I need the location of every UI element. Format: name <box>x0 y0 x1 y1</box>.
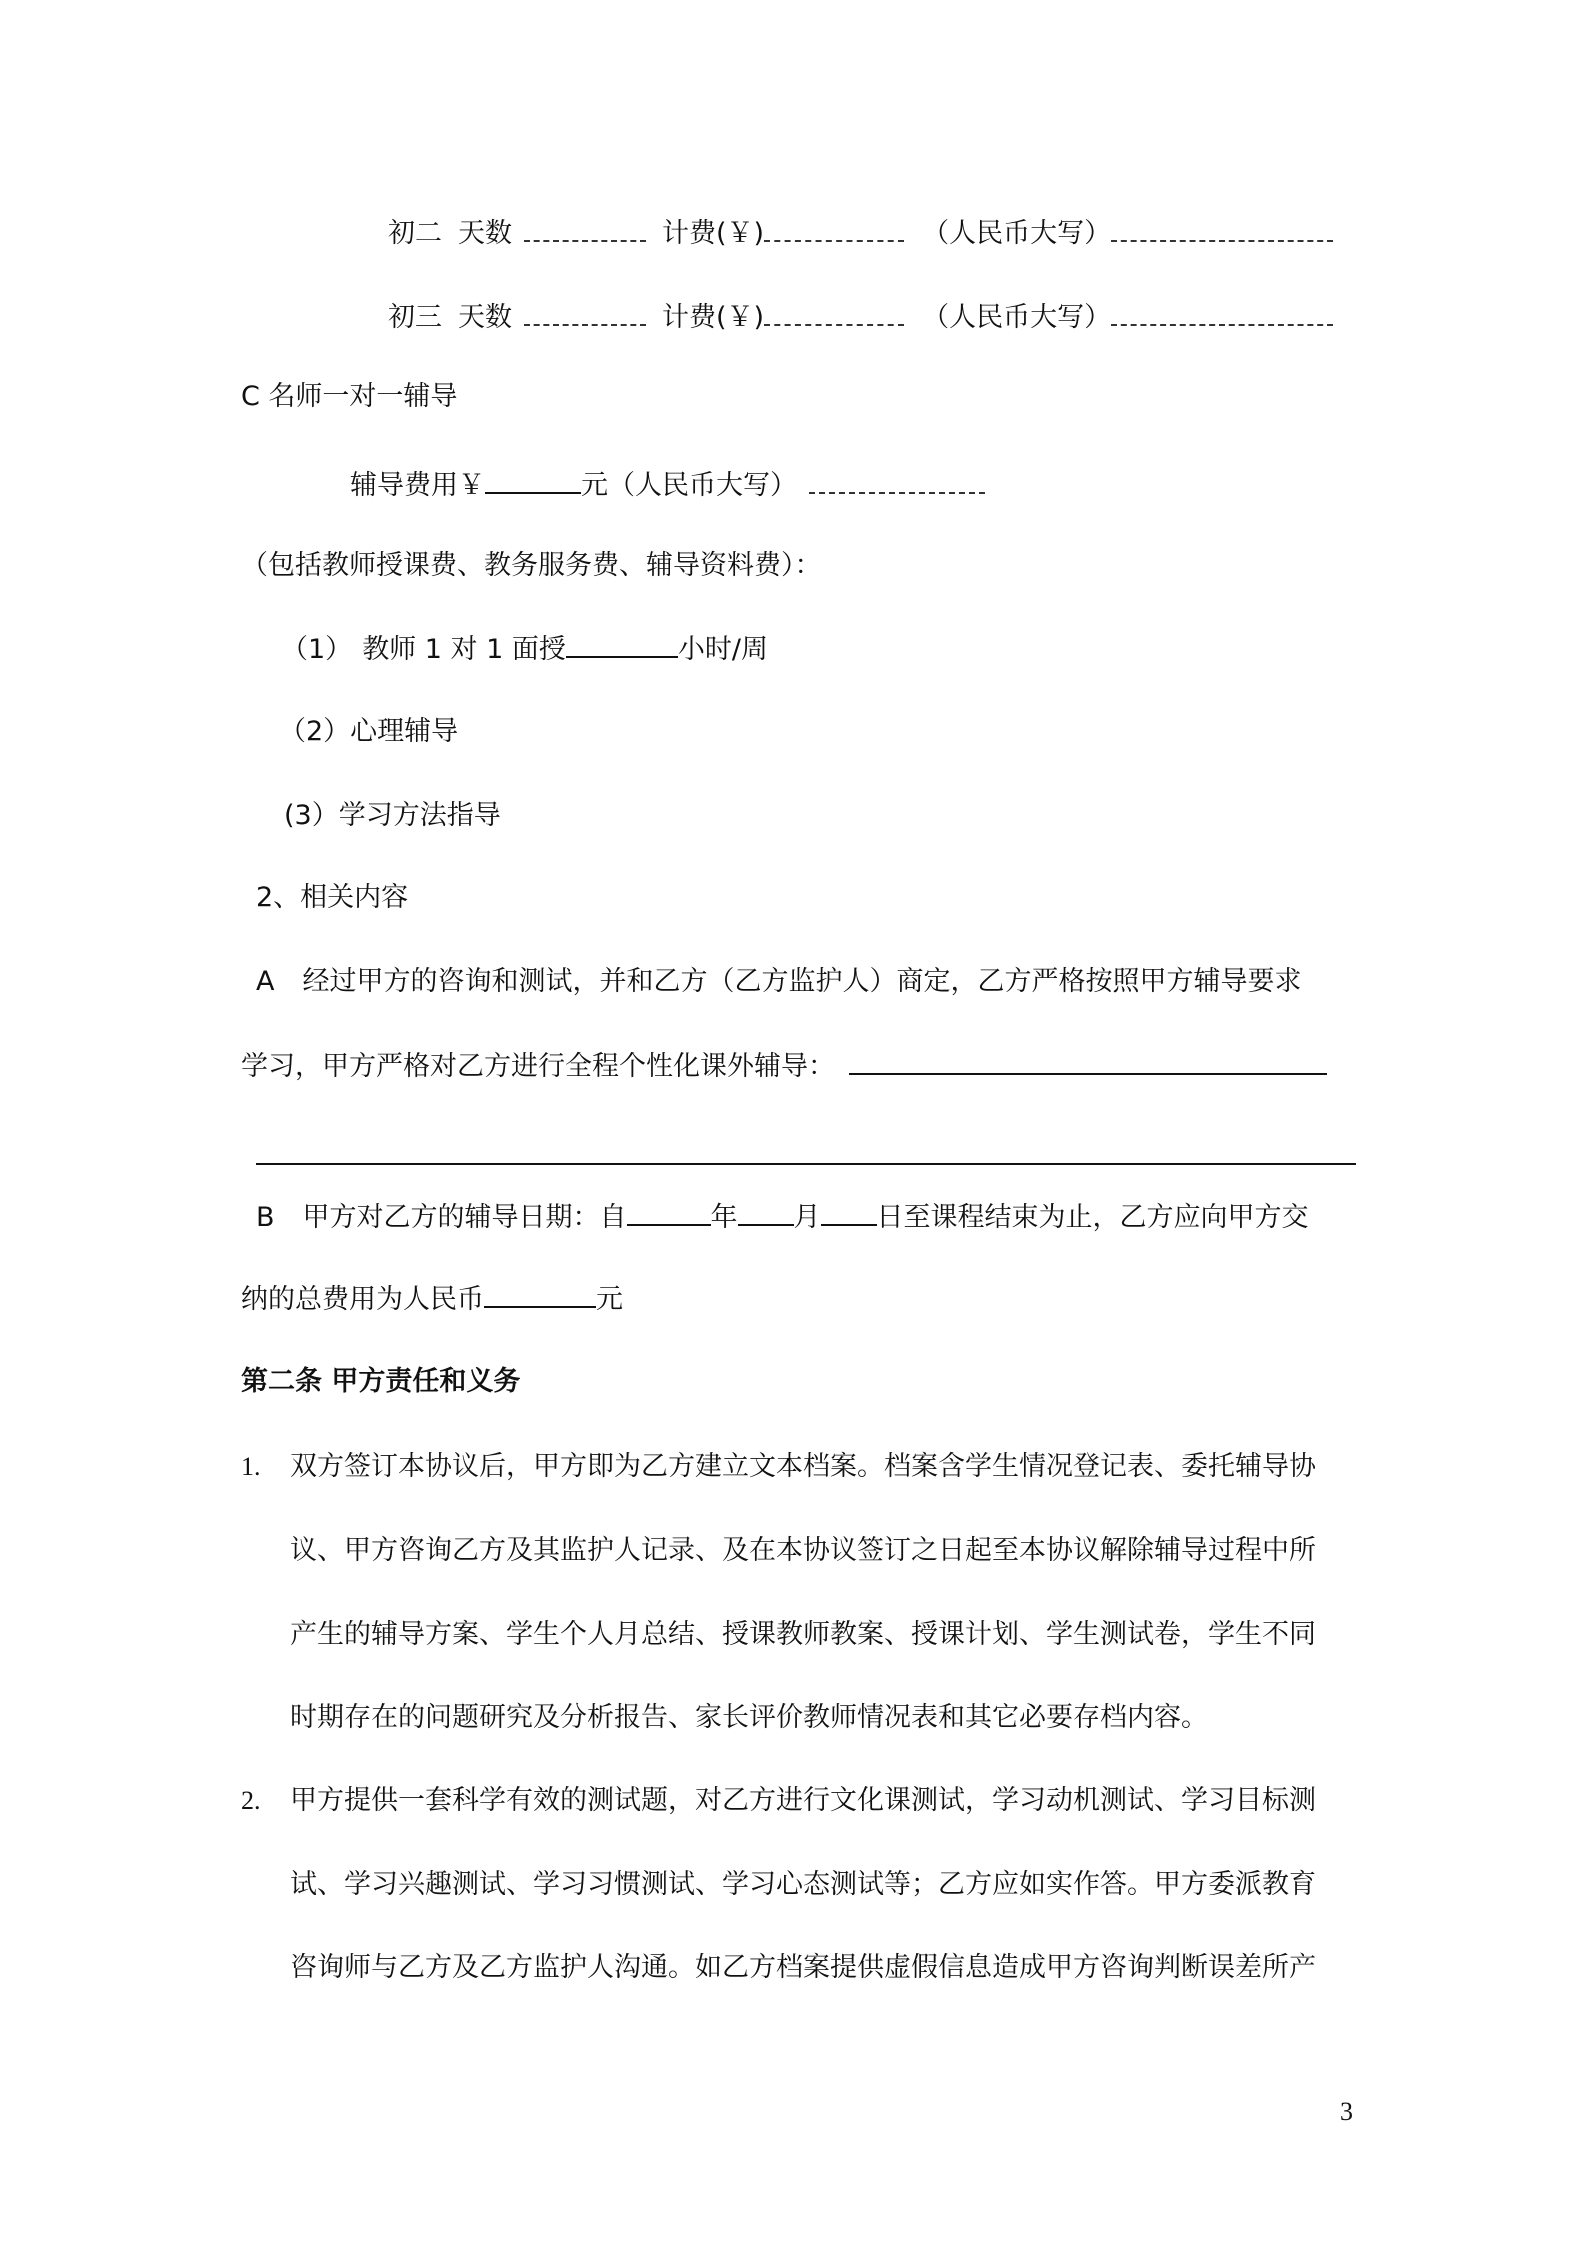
caps-blank[interactable] <box>1111 216 1333 242</box>
fee-caps-blank[interactable] <box>809 468 985 494</box>
related-heading: 2、相关内容 <box>256 882 409 913</box>
clause-b-label: B <box>256 1202 275 1233</box>
fee-row-grade2 <box>388 216 1333 252</box>
hours-blank[interactable] <box>566 632 678 658</box>
clause-a-label: A <box>256 966 275 997</box>
fee-blank[interactable] <box>764 216 904 242</box>
year-label: 年 <box>710 1202 738 1233</box>
month-blank[interactable] <box>738 1200 794 1226</box>
clause-b-line-1 <box>256 1200 1309 1236</box>
tutoring-fee-line <box>350 468 985 504</box>
article-2-heading: 第二条 甲方责任和义务 <box>241 1366 521 1397</box>
days-label: 天数 <box>458 218 512 249</box>
days-blank[interactable] <box>524 216 646 242</box>
caps-blank[interactable] <box>1111 300 1333 326</box>
clause-a-blank-1[interactable] <box>849 1049 1327 1075</box>
includes-line: （包括教师授课费、教务服务费、辅导资料费）： <box>241 550 822 581</box>
article-2-item-2-line-3: 咨询师与乙方及乙方监护人沟通。如乙方档案提供虚假信息造成甲方咨询判断误差所产 <box>290 1952 1316 1983</box>
caps-label: （人民币大写） <box>922 302 1112 333</box>
item-2-line: （2）心理辅导 <box>279 716 459 747</box>
item-3-line: (3）学习方法指导 <box>284 800 501 831</box>
fee-row-grade3 <box>388 300 1333 336</box>
grade-label: 初三 <box>388 302 442 333</box>
item-1-line <box>281 632 768 668</box>
fee-label: 辅导费用￥ <box>350 470 485 501</box>
clause-b-text: 甲方对乙方的辅导日期：自 <box>302 1202 627 1233</box>
clause-a-text: 经过甲方的咨询和测试，并和乙方（乙方监护人）商定，乙方严格按照甲方辅导要求 <box>302 966 1302 997</box>
list-number-2: 2. <box>241 1786 261 1815</box>
clause-b-text-2: 纳的总费用为人民币 <box>241 1284 484 1315</box>
clause-b-rest: 日至课程结束为止，乙方应向甲方交 <box>876 1202 1309 1233</box>
clause-a-blank-2[interactable] <box>256 1163 1356 1165</box>
days-blank[interactable] <box>524 300 646 326</box>
article-2-item-2-line-2: 试、学习兴趣测试、学习习惯测试、学习心态测试等；乙方应如实作答。甲方委派教育 <box>290 1869 1316 1900</box>
fee-unit: 元（人民币大写） <box>581 470 797 501</box>
clause-a-line-1 <box>256 964 1301 1000</box>
grade-label: 初二 <box>388 218 442 249</box>
fee-label: 计费(￥) <box>662 302 765 333</box>
year-blank[interactable] <box>627 1200 711 1226</box>
section-c-heading: C 名师一对一辅导 <box>241 381 458 412</box>
fee-amount-blank[interactable] <box>485 468 581 494</box>
fee-label: 计费(￥) <box>662 218 765 249</box>
item-1-unit: 小时/周 <box>677 634 768 665</box>
item-1-number: （1） <box>281 634 353 665</box>
fee-blank[interactable] <box>764 300 904 326</box>
article-2-item-1-line-3: 产生的辅导方案、学生个人月总结、授课教师教案、授课计划、学生测试卷，学生不同 <box>290 1619 1316 1650</box>
day-blank[interactable] <box>821 1200 877 1226</box>
article-2-item-1-line-2: 议、甲方咨询乙方及其监护人记录、及在本协议签订之日起至本协议解除辅导过程中所 <box>290 1535 1316 1566</box>
days-label: 天数 <box>458 302 512 333</box>
article-2-item-2-line-1: 甲方提供一套科学有效的测试题，对乙方进行文化课测试，学习动机测试、学习目标测 <box>290 1785 1316 1816</box>
caps-label: （人民币大写） <box>922 218 1112 249</box>
item-1-text: 教师 1 对 1 面授 <box>362 634 566 665</box>
article-2-item-1-line-4: 时期存在的问题研究及分析报告、家长评价教师情况表和其它必要存档内容。 <box>290 1702 1208 1733</box>
clause-b-line-2 <box>241 1282 623 1318</box>
clause-a-line-2 <box>241 1049 1327 1085</box>
list-number-1: 1. <box>241 1452 261 1481</box>
clause-a-text-2: 学习，甲方严格对乙方进行全程个性化课外辅导： <box>241 1051 835 1082</box>
page-number: 3 <box>1340 2097 1353 2126</box>
article-2-item-1-line-1: 双方签订本协议后，甲方即为乙方建立文本档案。档案含学生情况登记表、委托辅导协 <box>290 1451 1316 1482</box>
total-fee-blank[interactable] <box>484 1282 596 1308</box>
month-label: 月 <box>793 1202 821 1233</box>
yuan-label: 元 <box>596 1284 623 1315</box>
